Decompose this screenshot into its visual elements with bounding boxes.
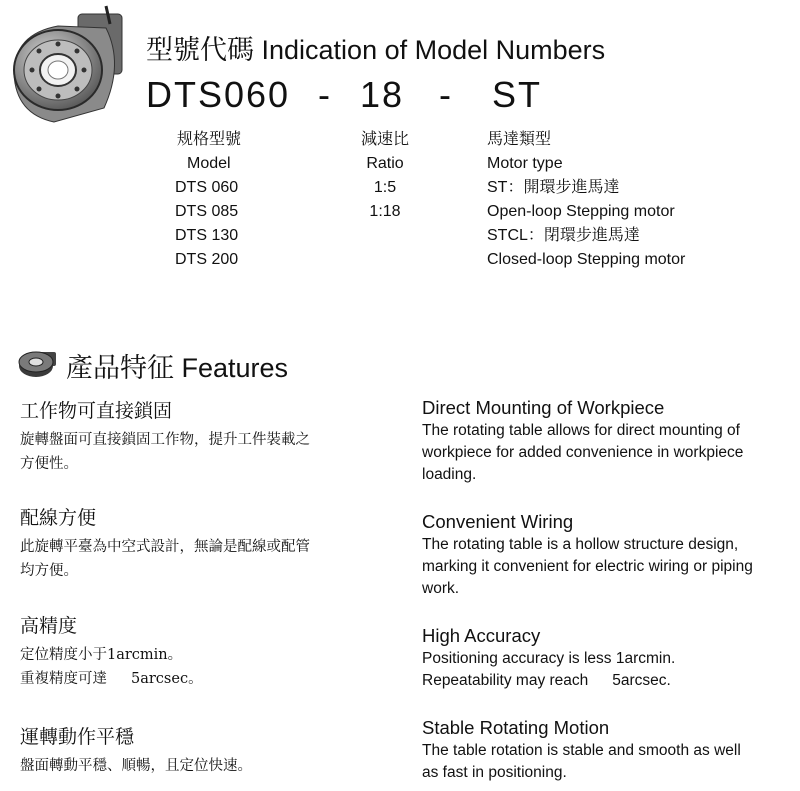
feature-zh-wiring [20,505,390,583]
feature-text: work. [422,580,460,597]
model-code-dash: - [439,74,453,115]
feature-heading: Direct Mounting of Workpiece [422,397,665,418]
page-title: 型號代碼 Indication of Model Numbers [146,35,606,65]
feature-text: The rotating table allows for direct mounting of [422,422,740,439]
feature-text: 5arcsec. [612,672,671,689]
feature-text: Repeatability may reach [422,672,589,689]
feature-heading: 運轉動作平穩 [20,726,135,748]
feature-zh-mounting [20,398,390,476]
feature-text: loading. [422,466,477,483]
spec-header-zh: 減速比 [360,131,409,148]
spec-header-en: Model [187,155,231,172]
feature-en-stable [422,716,792,784]
model-code-series: DTS060 [146,74,291,115]
rotary-table-icon [18,346,58,380]
feature-text: The table rotation is stable and smooth as well [422,742,741,759]
spec-value: DTS 200 [175,251,239,268]
feature-text: workpiece for added convenience in workpiece [422,444,744,461]
feature-heading: High Accuracy [422,625,541,646]
feature-text: 盤面轉動平穩、順暢，且定位快速。 [20,758,252,774]
feature-heading: 配線方便 [20,507,97,529]
spec-value: STCL：閉環步進馬達 [487,227,640,244]
product-image [6,4,136,134]
feature-text: 方便性。 [20,456,78,472]
spec-value: Open-loop Stepping motor [487,203,675,220]
features-title: 產品特征 Features [66,353,289,383]
spec-value: 1:5 [373,179,397,196]
spec-value: Closed-loop Stepping motor [487,251,686,268]
feature-en-wiring [422,510,792,600]
spec-value: DTS 060 [175,179,239,196]
spec-value: ST：開環步進馬達 [487,179,620,196]
spec-column-ratio [340,128,430,224]
model-code-ratio: 18 [360,74,405,115]
feature-zh-stable [20,724,390,778]
feature-zh-accuracy [20,613,390,691]
spec-header-en: Ratio [366,155,404,172]
model-code-dash: - [318,74,332,115]
feature-heading: 高精度 [20,615,78,637]
feature-heading: Stable Rotating Motion [422,717,610,738]
feature-text: 旋轉盤面可直接鎖固工作物，提升工件裝載之 [20,432,310,448]
feature-text: 5arcsec。 [131,671,203,687]
feature-heading: 工作物可直接鎖固 [20,400,173,422]
model-code-motor: ST [492,74,543,115]
feature-text: as fast in positioning. [422,764,567,781]
feature-text: marking it convenient for electric wiring or piping [422,558,753,575]
spec-column-motor [487,128,787,272]
spec-header-zh: 馬達類型 [487,131,552,148]
spec-value: DTS 085 [175,203,239,220]
feature-text: 重複精度可達 [20,671,107,687]
spec-value: DTS 130 [175,227,239,244]
spec-column-model [175,128,275,272]
spec-header-en: Motor type [487,155,563,172]
feature-text: The rotating table is a hollow structure design, [422,536,739,553]
feature-text: Positioning accuracy is less 1arcmin. [422,650,676,667]
spec-value: 1:18 [369,203,401,220]
spec-header-zh: 规格型號 [177,131,242,148]
feature-heading: Convenient Wiring [422,511,574,532]
feature-en-mounting [422,396,792,486]
feature-text: 定位精度小于1arcmin。 [20,647,183,663]
feature-text: 均方便。 [20,563,78,579]
feature-en-accuracy [422,624,792,692]
feature-text: 此旋轉平臺為中空式設計，無論是配線或配管 [20,539,310,555]
